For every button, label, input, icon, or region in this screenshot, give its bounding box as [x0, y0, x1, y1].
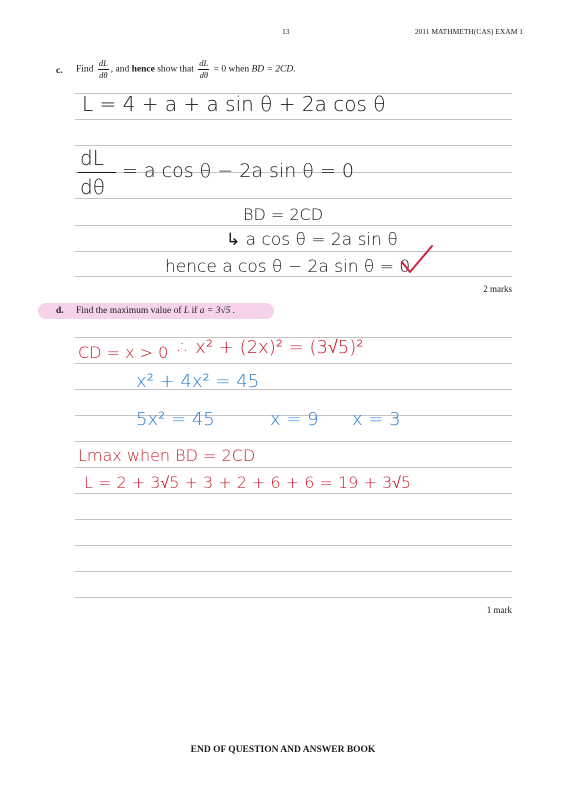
frac-den: dθ	[99, 70, 108, 80]
hw-d-red-2: ∴ x² + (2x)² = (3√5)²	[178, 337, 364, 358]
hw-d-blue-1: x² + 4x² = 45	[136, 371, 260, 392]
condition-c: BD = 2CD.	[251, 64, 296, 75]
frac-den-2: dθ	[199, 70, 208, 80]
text-and: , and	[110, 64, 132, 75]
frac-num: dL	[98, 58, 108, 68]
hw-c-line3: BD = 2CD	[243, 205, 324, 224]
hw-d-blue-4: x = 3	[352, 409, 401, 430]
text-show: show that	[154, 64, 194, 75]
question-d-label: d.	[56, 306, 64, 316]
condition-d: a = 3√5 .	[199, 306, 236, 316]
hence-bold: hence	[131, 64, 155, 75]
marks-d: 1 mark	[486, 605, 512, 615]
marks-c: 2 marks	[483, 284, 512, 294]
hw-c-line1: L = 4 + a + a sin θ + 2a cos θ	[82, 92, 386, 116]
checkmark-icon	[400, 244, 434, 278]
hw-c-line5: hence a cos θ − 2a sin θ = 0	[165, 257, 411, 277]
text-find-max: Find the maximum value of	[76, 306, 184, 316]
question-c-label: c.	[56, 66, 63, 76]
hw-c-fraction-bar	[78, 172, 116, 173]
hw-c-dtheta: dθ	[80, 175, 105, 199]
page-number: 13	[282, 27, 290, 36]
question-c-text	[76, 58, 296, 81]
hw-c-line4: ↳ a cos θ = 2a sin θ	[226, 230, 398, 250]
hw-d-red-1: CD = x > 0	[78, 343, 169, 362]
text-find: Find	[76, 64, 94, 75]
question-d-text	[76, 306, 235, 316]
hw-d-blue-2: 5x² = 45	[136, 409, 215, 430]
exam-title: 2011 MATHMETH(CAS) EXAM 1	[414, 27, 523, 36]
var-l: L	[183, 306, 190, 316]
hw-d-red-3: Lmax when BD = 2CD	[78, 446, 256, 465]
hw-d-red-4: L = 2 + 3√5 + 3 + 2 + 6 + 6 = 19 + 3√5	[84, 473, 412, 492]
hw-d-blue-3: x = 9	[270, 409, 319, 430]
hw-c-dl: dL	[80, 146, 104, 170]
text-eq: = 0 when	[213, 64, 252, 75]
end-of-book-footer: END OF QUESTION AND ANSWER BOOK	[190, 745, 376, 755]
derivative-fraction-2	[198, 58, 209, 81]
frac-num-2: dL	[199, 58, 209, 68]
text-if: if	[189, 306, 200, 316]
hw-c-line2: = a cos θ − 2a sin θ = 0	[122, 160, 355, 182]
derivative-fraction	[98, 58, 109, 81]
